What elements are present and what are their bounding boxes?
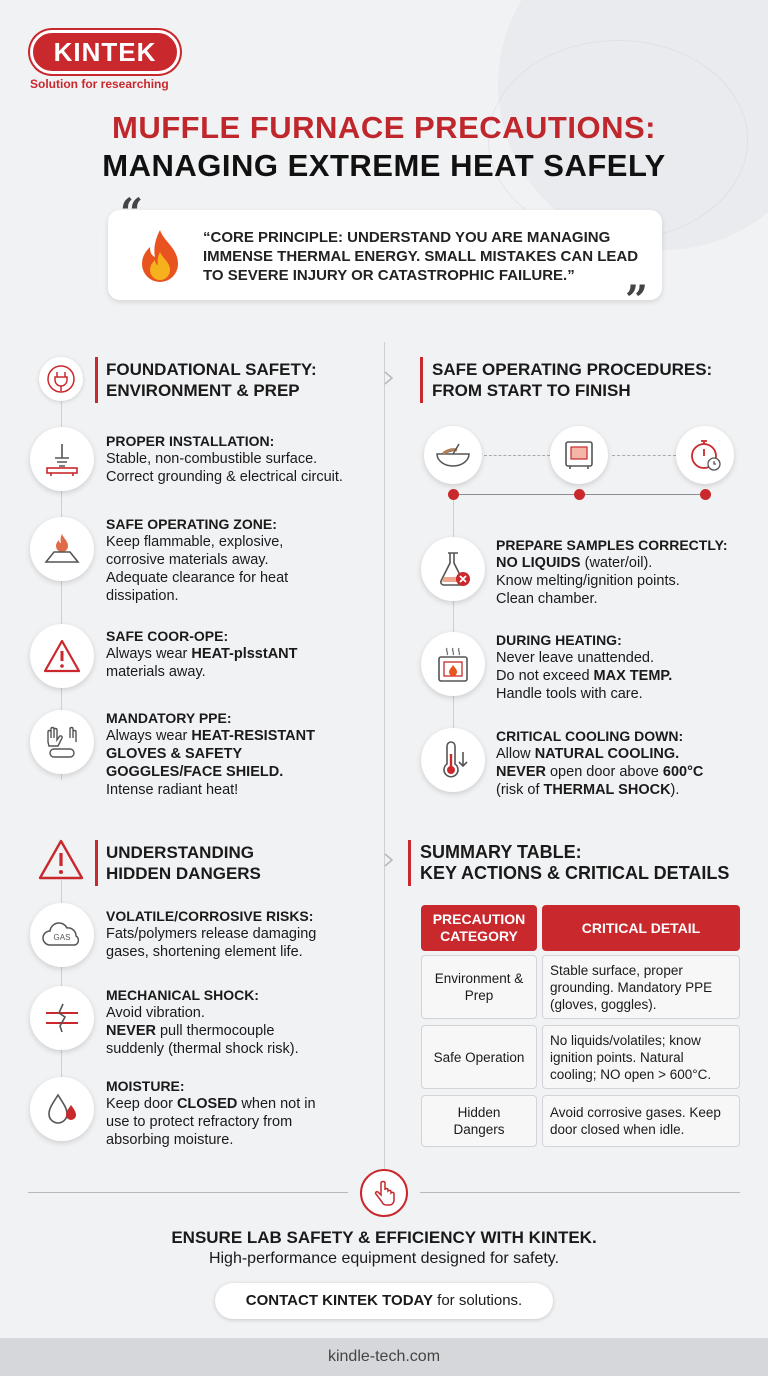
item-emphasis: THERMAL SHOCK: [543, 782, 671, 798]
item-text: ).: [670, 782, 680, 798]
danger-warning-icon: [37, 838, 85, 887]
dangers-heading: [106, 842, 261, 884]
item-line: Avoid vibration.: [106, 1005, 205, 1021]
ppe-item: [106, 709, 315, 799]
table-cell-detail: Avoid corrosive gases. Keep door closed when idle.: [542, 1095, 740, 1147]
contact-button[interactable]: [215, 1283, 553, 1319]
item-title: SAFE OPERATING ZONE:: [106, 516, 277, 532]
item-line: corrosive materials away.: [106, 552, 269, 568]
item-title: VOLATILE/CORROSIVE RISKS:: [106, 908, 314, 924]
heading-line: KEY ACTIONS & CRITICAL DETAILS: [420, 863, 730, 883]
item-text: pull thermocouple: [155, 1023, 275, 1039]
installation-item: [106, 432, 343, 486]
item-line: Intense radiant heat!: [106, 782, 239, 798]
quote-text: “CORE PRINCIPLE: UNDERSTAND YOU ARE MANAGING IMMENSE THERMAL ENERGY. SMALL MISTAKES CAN LEAD TO SEVERE INJURY OR CATASTROPHIC FAILURE.”: [203, 229, 639, 284]
installation-icon: [30, 427, 94, 491]
item-text: when not in: [237, 1096, 316, 1112]
gloves-goggles-icon: [30, 710, 94, 774]
table-cell-category: Environment & Prep: [421, 955, 537, 1019]
item-emphasis: HEAT-plsstANT: [191, 646, 298, 662]
chevron-right-icon: [383, 852, 395, 873]
heading-line: FOUNDATIONAL SAFETY:: [106, 360, 317, 379]
item-emphasis: HEAT-RESISTANT: [191, 728, 315, 744]
flow-dot: [574, 489, 585, 500]
item-line: Keep flammable, explosive,: [106, 534, 284, 550]
section-accent-bar: [420, 357, 423, 403]
section-accent-bar: [95, 357, 98, 403]
item-text: Always wear: [106, 646, 192, 662]
item-line: use to protect refractory from: [106, 1114, 293, 1130]
table-cell-detail: Stable surface, proper grounding. Mandatory PPE (gloves, goggles).: [542, 955, 740, 1019]
sample-bowl-icon: [424, 426, 482, 484]
touch-icon: [360, 1169, 408, 1217]
open-quote-icon: “: [120, 190, 144, 237]
item-title: MOISTURE:: [106, 1078, 185, 1094]
cooling-item: [496, 727, 703, 799]
procedures-heading: [432, 359, 712, 401]
item-line: Handle tools with care.: [496, 686, 643, 702]
safe-coor-item: [106, 627, 298, 681]
heading-line: SAFE OPERATING PROCEDURES:: [432, 360, 713, 379]
item-text: (risk of: [496, 782, 544, 798]
heading-line: ENVIRONMENT & PREP: [106, 381, 300, 400]
heading-line: UNDERSTANDING: [106, 843, 254, 862]
section-accent-bar: [95, 840, 98, 886]
heading-line: SUMMARY TABLE:: [420, 842, 582, 862]
item-title: SAFE COOR-OPE:: [106, 628, 229, 644]
item-line: gases, shortening element life.: [106, 944, 303, 960]
item-emphasis: GOGGLES/FACE SHIELD.: [106, 764, 284, 780]
flask-icon: [421, 537, 485, 601]
footer-url[interactable]: kindle-tech.com: [0, 1338, 768, 1376]
item-text: Do not exceed: [496, 668, 594, 684]
gas-icon: [30, 903, 94, 967]
plug-icon: [39, 357, 83, 401]
item-line: Know melting/ignition points.: [496, 573, 680, 589]
item-title: PROPER INSTALLATION:: [106, 433, 275, 449]
center-divider: [384, 342, 385, 1172]
item-line: absorbing moisture.: [106, 1132, 234, 1148]
gas-label: GAS: [53, 933, 71, 942]
contact-button-text: for solutions.: [433, 1292, 523, 1309]
item-emphasis: NEVER: [106, 1023, 156, 1039]
page-title-line2: MANAGING EXTREME HEAT SAFELY: [102, 148, 666, 183]
table-header-category: PRECAUTION CATEGORY: [421, 905, 537, 951]
table-cell-detail: No liquids/volatiles; know ignition points. Natural cooling; NO open > 600°C.: [542, 1025, 740, 1089]
divider: [28, 1192, 348, 1193]
section-accent-bar: [408, 840, 411, 886]
kintek-logo[interactable]: [30, 30, 180, 74]
moisture-item: [106, 1077, 316, 1149]
item-emphasis: NEVER: [496, 764, 546, 780]
item-line: Stable, non-combustible surface.: [106, 451, 318, 467]
page-title-line1: MUFFLE FURNACE PRECAUTIONS:: [112, 110, 656, 145]
table-cell-category: Safe Operation: [421, 1025, 537, 1089]
moisture-icon: [30, 1077, 94, 1141]
summary-heading: [420, 842, 729, 884]
item-line: dissipation.: [106, 588, 179, 604]
item-emphasis: CLOSED: [176, 1096, 238, 1112]
flow-arrow: [612, 455, 676, 456]
item-title: MECHANICAL SHOCK:: [106, 987, 259, 1003]
contact-button-bold: CONTACT KINTEK TODAY: [245, 1292, 433, 1309]
item-title: CRITICAL COOLING DOWN:: [496, 728, 684, 744]
item-text: Always wear: [106, 728, 192, 744]
operating-zone-item: [106, 515, 288, 605]
cta-headline: ENSURE LAB SAFETY & EFFICIENCY WITH KINTEK.: [171, 1228, 597, 1247]
mechanical-shock-icon: [30, 986, 94, 1050]
item-title: DURING HEATING:: [496, 632, 622, 648]
item-line: Never leave unattended.: [496, 650, 654, 666]
item-emphasis: NO LIQUIDS: [496, 555, 581, 571]
table-cell-category: Hidden Dangers: [421, 1095, 537, 1147]
flow-arrow: [484, 455, 550, 456]
warning-icon: [30, 624, 94, 688]
item-text: (water/oil).: [580, 555, 653, 571]
item-title: MANDATORY PPE:: [106, 710, 232, 726]
flow-dot: [448, 489, 459, 500]
item-line: Correct grounding & electrical circuit.: [106, 469, 343, 485]
timer-icon: [676, 426, 734, 484]
heading-line: FROM START TO FINISH: [432, 381, 631, 400]
logo-text: KINTEK: [53, 36, 157, 67]
operating-zone-icon: [30, 517, 94, 581]
flame-icon: [136, 228, 184, 289]
flow-dot: [700, 489, 711, 500]
during-heating-item: [496, 631, 672, 703]
item-text: Allow: [496, 746, 535, 762]
item-line: Clean chamber.: [496, 591, 598, 607]
chevron-right-icon: [383, 370, 395, 391]
prepare-samples-item: [496, 536, 728, 608]
core-principle-quote: [108, 190, 662, 324]
item-line: materials away.: [106, 664, 206, 680]
furnace-icon: [550, 426, 608, 484]
foundational-heading: [106, 359, 317, 401]
divider: [420, 1192, 740, 1193]
item-emphasis: GLOVES & SAFETY: [106, 746, 243, 762]
tagline: Solution for researching: [30, 77, 169, 91]
item-text: Keep door: [106, 1096, 177, 1112]
thermometer-icon: [421, 728, 485, 792]
cta-subtext: High-performance equipment designed for safety.: [208, 1250, 560, 1267]
table-header-detail: CRITICAL DETAIL: [542, 905, 740, 951]
item-emphasis: 600°C: [662, 764, 704, 780]
item-line: Fats/polymers release damaging: [106, 926, 317, 942]
heating-furnace-icon: [421, 632, 485, 696]
item-emphasis: NATURAL COOLING.: [534, 746, 680, 762]
close-quote-icon: ”: [624, 277, 648, 324]
item-title: PREPARE SAMPLES CORRECTLY:: [496, 537, 728, 553]
item-text: open door above: [545, 764, 663, 780]
heading-line: HIDDEN DANGERS: [106, 864, 261, 883]
item-line: suddenly (thermal shock risk).: [106, 1041, 299, 1057]
item-line: Adequate clearance for heat: [106, 570, 289, 586]
mechanical-shock-item: [106, 986, 299, 1058]
volatile-item: [106, 907, 316, 961]
item-emphasis: MAX TEMP.: [593, 668, 673, 684]
